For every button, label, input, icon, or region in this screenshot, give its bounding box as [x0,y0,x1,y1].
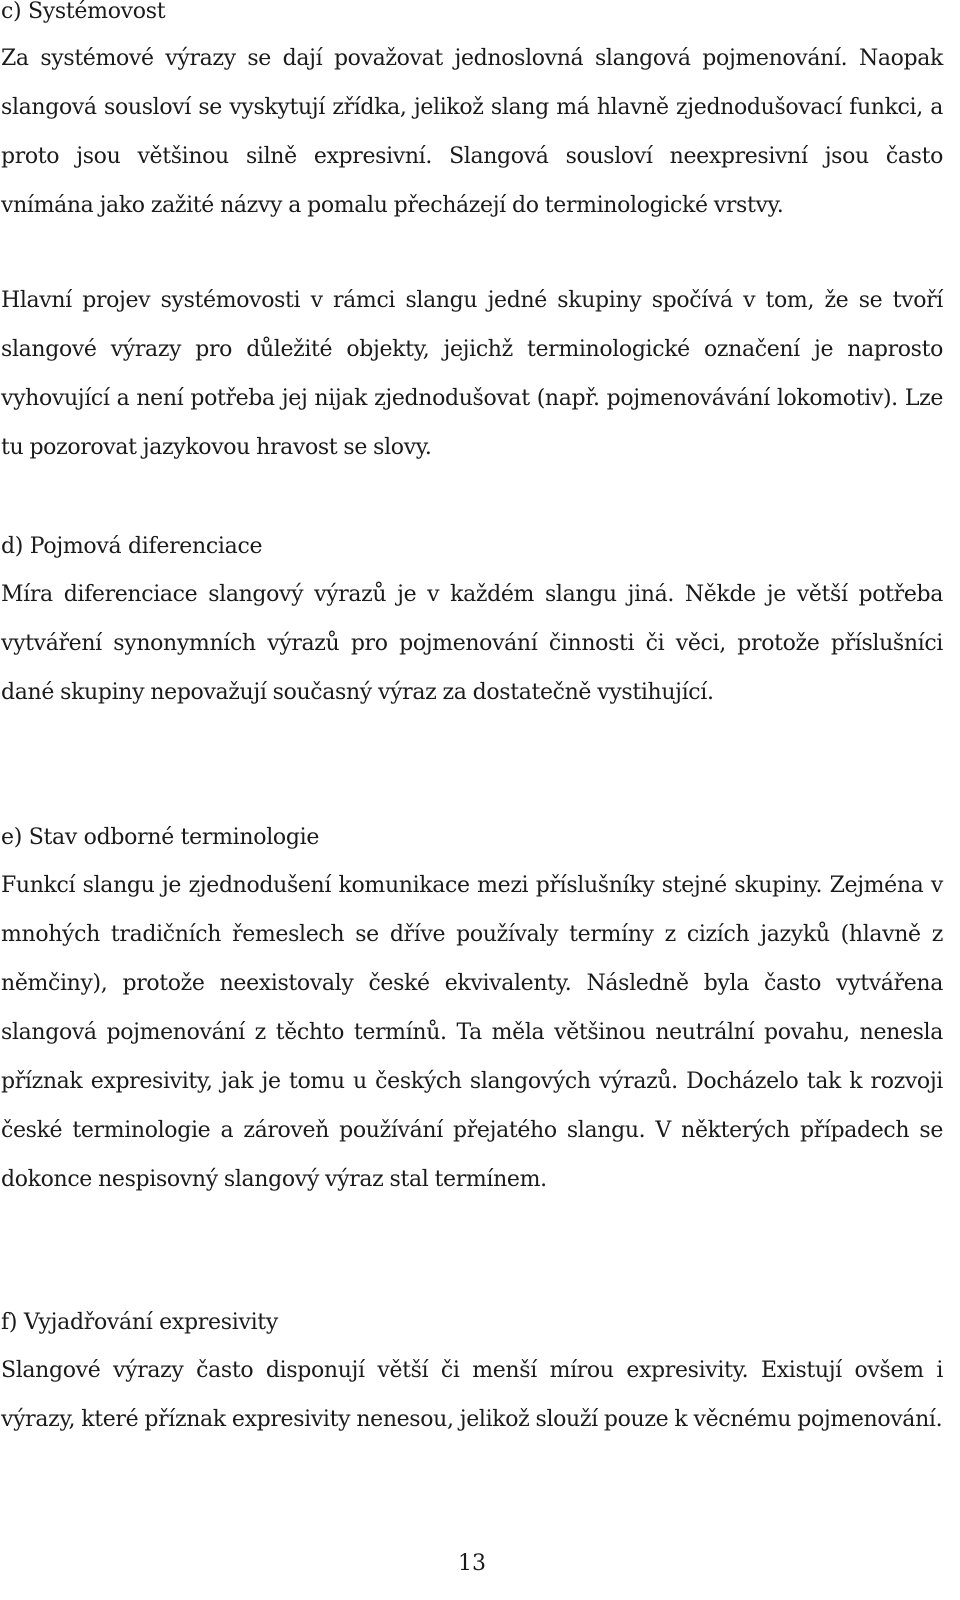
section-heading-pojmova-diferenciace: d) Pojmová diferenciace [1,534,263,559]
paragraph-systemovost-1: Za systémové výrazy se dají považovat jednoslovná slangová pojmenování. Naopak slangová sousloví se vyskytují zřídka, jelikož slang má hlavně zjednodušovací funkci, a proto jsou většinou silně expresivní. Slangová sousloví neexpresivní jsou často vnímána jako zažité názvy a pomalu přecházejí do terminologické vrstvy. [1,46,943,218]
paragraph-vyjadrovani-expresivity: Slangové výrazy často disponují větší či menší mírou expresivity. Existují ovšem i výrazy, které příznak expresivity nenesou, jelikož slouží pouze k věcnému pojmenování. [1,1358,943,1432]
section-heading-systemovost: c) Systémovost [1,0,166,24]
section-heading-stav-terminologie: e) Stav odborné terminologie [1,825,320,850]
page-number: 13 [458,1551,486,1576]
paragraph-stav-terminologie: Funkcí slangu je zjednodušení komunikace mezi příslušníky stejné skupiny. Zejména v mnohých tradičních řemeslech se dříve používaly termíny z cizích jazyků (hlavně z němčiny), protože neexistovaly české ekvivalenty. Následně byla často vytvářena slangová pojmenování z těchto termínů. Ta měla většinou neutrální povahu, nenesla příznak expresivity, jak je tomu u českých slangových výrazů. Docházelo tak k rozvoji české terminologie a zároveň používání přejatého slangu. V některých případech se dokonce nespisovný slangový výraz stal termínem. [1,873,943,1192]
paragraph-pojmova-diferenciace: Míra diferenciace slangový výrazů je v každém slangu jiná. Někde je větší potřeba vytváření synonymních výrazů pro pojmenování činnosti či věci, protože příslušníci dané skupiny nepovažují současný výraz za dostatečně vystihující. [1,582,943,705]
section-heading-vyjadrovani-expresivity: f) Vyjadřování expresivity [1,1310,278,1335]
paragraph-systemovost-2: Hlavní projev systémovosti v rámci slangu jedné skupiny spočívá v tom, že se tvoří slangové výrazy pro důležité objekty, jejichž terminologické označení je naprosto vyhovující a není potřeba jej nijak zjednodušovat (např. pojmenovávání lokomotiv). Lze tu pozorovat jazykovou hravost se slovy. [1,288,943,460]
